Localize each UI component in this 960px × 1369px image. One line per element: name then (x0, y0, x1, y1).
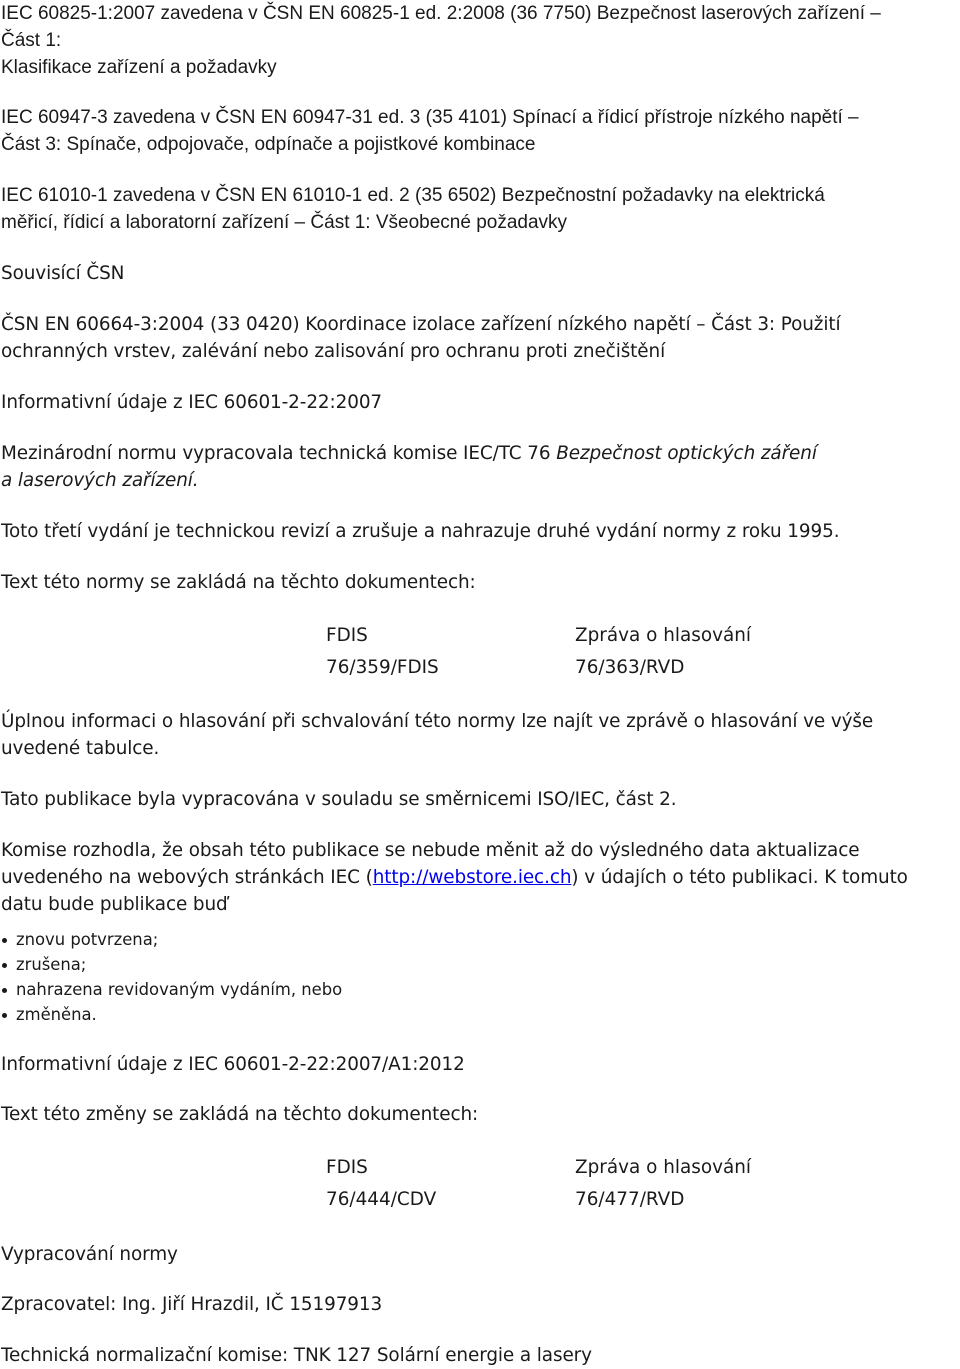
table1-cell-rvd: 76/363/RVD (575, 657, 685, 678)
paragraph-amendment-basis: Text této změny se zakládá na těchto dokumentech: (1, 1104, 479, 1125)
preparation-committee: Technická normalizační komise: TNK 127 Solární energie a lasery (1, 1345, 592, 1366)
bullet-dot (2, 988, 7, 993)
table2-cell-rvd: 76/477/RVD (575, 1189, 685, 1210)
paragraph-iec-61010-line2: měřicí, řídicí a laboratorní zařízení – Část 1: Všeobecné požadavky (1, 212, 568, 233)
paragraph-committee-line1 (1, 440, 817, 467)
stability-text-b: ) v údajích o této publikaci. K tomuto (571, 867, 908, 888)
info-heading-2007: Informativní údaje z IEC 60601-2-22:2007 (1, 392, 383, 413)
preparation-author: Zpracovatel: Ing. Jiří Hrazdil, IČ 15197913 (1, 1294, 383, 1315)
paragraph-stability-line3: datu bude publikace buď (1, 894, 228, 915)
related-csn-heading: Souvisící ČSN (1, 263, 125, 284)
info-heading-a1-2012: Informativní údaje z IEC 60601-2-22:2007/A1:2012 (1, 1054, 465, 1075)
paragraph-iec-60825-line3: Klasifikace zařízení a požadavky (1, 57, 277, 78)
table2-header-fdis: FDIS (326, 1157, 368, 1178)
paragraph-csn-60664-line1: ČSN EN 60664-3:2004 (33 0420) Koordinace izolace zařízení nízkého napětí – Část 3: Použití (1, 314, 841, 335)
list-item: nahrazena revidovaným vydáním, nebo (16, 980, 343, 999)
committee-title-italic: Bezpečnost optických záření (556, 443, 817, 464)
paragraph-iec-60947-line1: IEC 60947-3 zavedena v ČSN EN 60947-31 ed. 3 (35 4101) Spínací a řídicí přístroje nízkého napětí – (1, 107, 859, 128)
paragraph-third-edition: Toto třetí vydání je technickou revizí a zrušuje a nahrazuje druhé vydání normy z roku 1995. (1, 521, 840, 542)
bullet-dot (2, 938, 7, 943)
paragraph-iec-61010-line1: IEC 61010-1 zavedena v ČSN EN 61010-1 ed. 2 (35 6502) Bezpečnostní požadavky na elektrická (1, 185, 825, 206)
paragraph-iso-iec-directives: Tato publikace byla vypracována v souladu se směrnicemi ISO/IEC, část 2. (1, 789, 677, 810)
table2-header-voting-report: Zpráva o hlasování (575, 1157, 751, 1178)
paragraph-iec-60825-line1: IEC 60825-1:2007 zavedena v ČSN EN 60825-1 ed. 2:2008 (36 7750) Bezpečnost laserových zařízení – (1, 3, 881, 24)
table2-cell-cdv: 76/444/CDV (326, 1189, 437, 1210)
table1-header-voting-report: Zpráva o hlasování (575, 625, 751, 646)
paragraph-voting-info-line1: Úplnou informaci o hlasování při schvalování této normy lze najít ve zprávě o hlasování ve výše (1, 711, 874, 732)
paragraph-voting-info-line2: uvedené tabulce. (1, 738, 160, 759)
paragraph-stability-line2 (1, 864, 908, 891)
bullet-dot (2, 963, 7, 968)
paragraph-stability-line1: Komise rozhodla, že obsah této publikace se nebude měnit až do výsledného data aktualizace (1, 840, 860, 861)
paragraph-csn-60664-line2: ochranných vrstev, zalévání nebo zalisování pro ochranu proti znečištění (1, 341, 666, 362)
preparation-heading: Vypracování normy (1, 1244, 178, 1265)
table1-cell-fdis: 76/359/FDIS (326, 657, 439, 678)
paragraph-committee-line2: a laserových zařízení. (1, 470, 199, 491)
paragraph-iec-60825-line2: Část 1: (1, 30, 62, 51)
list-item: znovu potvrzena; (16, 930, 159, 949)
paragraph-iec-60947-line2: Část 3: Spínače, odpojovače, odpínače a pojistkové kombinace (1, 134, 536, 155)
webstore-link[interactable]: http://webstore.iec.ch (372, 867, 572, 888)
bullet-dot (2, 1013, 7, 1018)
committee-text: Mezinárodní normu vypracovala technická komise IEC/TC 76 (1, 443, 557, 464)
list-item: změněna. (16, 1005, 97, 1024)
stability-text-a: uvedeného na webových stránkách IEC ( (1, 867, 373, 888)
list-item: zrušena; (16, 955, 87, 974)
table1-header-fdis: FDIS (326, 625, 368, 646)
paragraph-documents-basis: Text této normy se zakládá na těchto dokumentech: (1, 572, 476, 593)
